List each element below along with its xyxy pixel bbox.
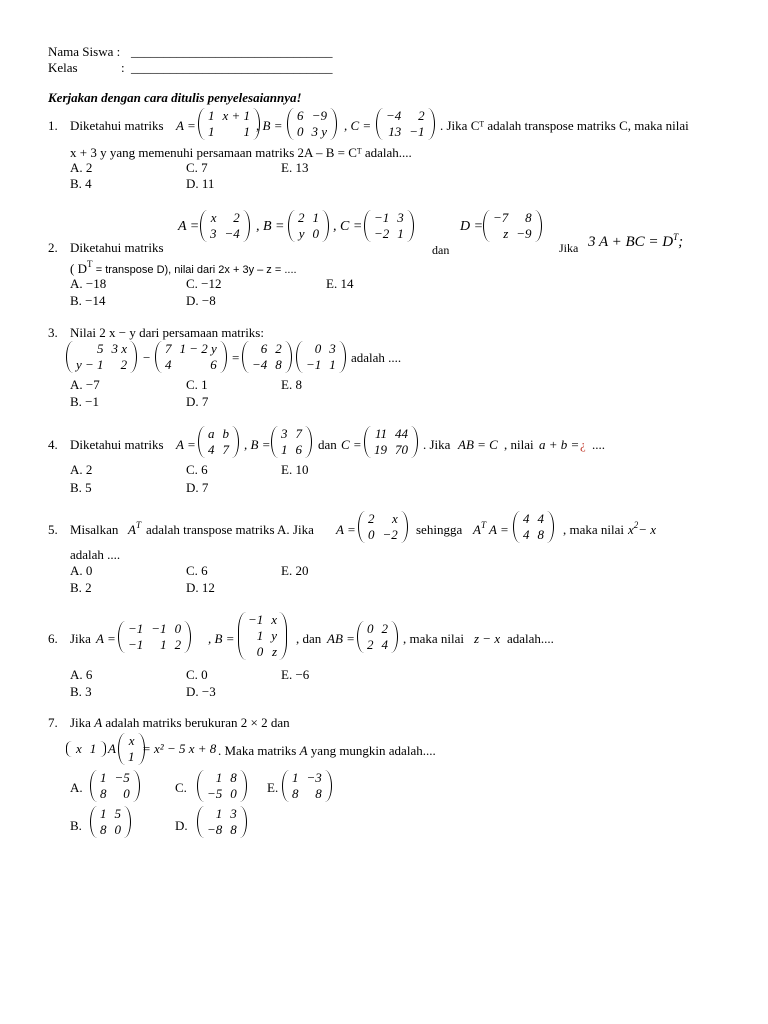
q4-intro: Diketahui matriks (70, 437, 164, 452)
matrix-cell: 1 (128, 749, 135, 764)
q3-number: 3. (48, 325, 58, 340)
matrix-cell: 1 (215, 806, 223, 821)
q3-option-d[interactable]: D. 7 (186, 394, 209, 409)
matrix-cell: 0 (256, 644, 264, 659)
left-paren (364, 210, 373, 242)
matrix-cell: 8 (275, 357, 282, 372)
matrix-cell: 1 (281, 442, 288, 457)
q4-equation: AB = C (458, 437, 498, 452)
left-paren (357, 621, 366, 653)
matrix-cell: 0 (367, 621, 374, 636)
q4-dan: dan (318, 437, 337, 452)
matrix-cell: −1 (374, 210, 390, 225)
kelas-colon: : (121, 60, 125, 75)
q5-option-a[interactable]: A. 0 (70, 563, 93, 578)
matrix-cell: 8 (537, 527, 544, 542)
matrix-cell: 1 (100, 806, 107, 821)
matrix-cell: 0 (123, 786, 130, 801)
q5-matrix-a (358, 511, 408, 543)
matrix-cell: 0 (368, 527, 375, 542)
matrix-cell: 1 (160, 637, 167, 652)
q5-intro-pre: Misalkan (70, 522, 119, 537)
matrix-cell: −1 (128, 637, 144, 652)
q4-matrix-c (364, 426, 418, 458)
q5-sehingga: sehingga (416, 522, 463, 537)
matrix-cell: 5 (97, 341, 104, 356)
q3-intro: Nilai 2 x − y dari persamaan matriks: (70, 325, 264, 340)
matrix-cell: −4 (252, 357, 268, 372)
matrix-cell: −7 (493, 210, 509, 225)
matrix-cell: 7 (222, 442, 229, 457)
matrix-cell: 0 (312, 226, 319, 241)
q2-option-b[interactable]: B. −14 (70, 293, 106, 308)
q1-intro: Diketahui matriks (70, 118, 164, 133)
q2-d-label: D = (460, 219, 484, 234)
q5-tail: , maka nilai (563, 522, 625, 537)
q3-equals: = (232, 350, 240, 365)
q7-option-a-label[interactable]: A. (70, 780, 83, 795)
q4-option-e[interactable]: E. 10 (281, 462, 309, 477)
q3-option-b[interactable]: B. −1 (70, 394, 100, 409)
q2-line2: ( $D^T$ = transpose D), nilai dari 2x + 3y – z = .... (70, 259, 297, 276)
left-paren (271, 426, 280, 458)
matrix-cell: 1 (397, 226, 404, 241)
matrix-cell: 7 (295, 426, 302, 441)
matrix-cell: 2 (174, 637, 182, 652)
matrix-cell: −4 (386, 108, 402, 123)
matrix-cell: x (210, 210, 217, 225)
q3-matrix-1 (66, 341, 137, 373)
matrix-cell: x (392, 511, 398, 526)
q2-matrix-d (483, 210, 542, 242)
matrix-cell: 1 (292, 770, 299, 785)
q7-option-e-label[interactable]: E. (267, 780, 279, 795)
q4-number: 4. (48, 437, 58, 452)
matrix-cell: 2 (368, 511, 375, 526)
matrix-cell: 0 (297, 124, 304, 139)
q7-option-b-matrix[interactable] (90, 806, 131, 838)
q7-rhs: = x² − 5 x + 8 (142, 741, 217, 756)
matrix-cell: 8 (525, 210, 532, 225)
q3-option-a[interactable]: A. −7 (70, 377, 100, 392)
matrix-cell: 0 (174, 621, 182, 636)
q2-jika: Jika (559, 241, 579, 255)
matrix-cell: 4 (523, 511, 530, 526)
matrix-cell: 8 (230, 770, 237, 785)
left-paren (198, 108, 207, 140)
q2-matrix-a (200, 210, 250, 242)
matrix-cell: 2 (418, 108, 425, 123)
matrix-cell: 1 (215, 770, 223, 785)
matrix-cell: 4 (537, 511, 544, 526)
q6-option-a[interactable]: A. 6 (70, 667, 93, 682)
q4-option-c[interactable]: C. 6 (186, 462, 208, 477)
matrix-cell: −2 (374, 226, 390, 241)
q5-expr: $x^2- x$ (628, 520, 657, 537)
q5-ata: $A^T$ A = (473, 520, 509, 537)
matrix-cell: y (271, 628, 278, 643)
q4-matrix-b (271, 426, 312, 458)
q4-option-d[interactable]: D. 7 (186, 480, 209, 495)
vector-cell: 1 (89, 741, 97, 756)
matrix-cell: 3 x (111, 341, 128, 356)
q6-option-e[interactable]: E. −6 (281, 667, 310, 682)
left-paren (483, 210, 492, 242)
left-paren (155, 341, 164, 373)
matrix-cell: 1 (312, 210, 319, 225)
matrix-cell: 4 (523, 527, 530, 542)
matrix-cell: 8 (100, 822, 107, 837)
left-paren (364, 426, 373, 458)
left-paren (242, 341, 251, 373)
q5-option-e[interactable]: E. 20 (281, 563, 309, 578)
q4-matrix-a (198, 426, 239, 458)
matrix-cell: 4 (381, 637, 388, 652)
q3-matrix-2 (155, 341, 227, 373)
q6-matrix-b (238, 612, 287, 660)
q6-tail2: adalah.... (507, 631, 554, 646)
matrix-cell: 5 (114, 806, 121, 821)
q7-intro: Jika A adalah matriks berukuran 2 × 2 dan (70, 715, 290, 730)
q1-c-label: , C = (344, 118, 372, 133)
q6-matrix-ab (357, 621, 398, 653)
matrix-cell: 7 (165, 341, 172, 356)
q1-option-a[interactable]: A. 2 (70, 160, 93, 175)
q3-matrix-4 (296, 341, 346, 373)
q1-matrix-b (287, 108, 337, 140)
matrix-cell: −4 (224, 226, 240, 241)
left-paren (200, 210, 209, 242)
q2-option-a[interactable]: A. −18 (70, 276, 107, 291)
matrix-cell: 1 − 2 y (179, 341, 217, 356)
matrix-cell: 1 (243, 124, 251, 139)
matrix-cell: 8 (100, 786, 107, 801)
matrix-cell: 70 (395, 442, 408, 457)
matrix-cell: y − 1 (76, 357, 104, 372)
left-paren (376, 108, 385, 140)
nama-siswa-label: Nama Siswa : (48, 44, 121, 59)
matrix-cell: 2 (381, 621, 388, 636)
matrix-cell: 2 (367, 637, 374, 652)
q7-option-d-label[interactable]: D. (175, 818, 188, 833)
matrix-cell: −9 (516, 226, 532, 241)
q2-a-label: A = (178, 219, 200, 234)
matrix-cell: 13 (388, 124, 402, 139)
q5-a-transpose: $A^T$ (128, 520, 141, 537)
q5-matrix-ata (513, 511, 554, 543)
matrix-cell: 2 (298, 210, 305, 225)
q2-matrix-c (364, 210, 414, 242)
q1-line2: x + 3 y yang memenuhi persamaan matriks 2A – B = Cᵀ adalah.... (70, 145, 412, 160)
matrix-cell: 6 (260, 341, 268, 356)
q5-a-label: A = (336, 522, 356, 537)
q7-option-e-matrix[interactable] (282, 770, 332, 802)
q3-tail: adalah .... (351, 350, 402, 365)
q4-dots: .... (592, 437, 605, 452)
matrix-cell: 3 (329, 341, 336, 356)
q2-number: 2. (48, 240, 58, 255)
q5-intro-post: adalah transpose matriks A. Jika (146, 522, 314, 537)
q2-b-label: , B = (256, 219, 285, 234)
matrix-cell: 1 (208, 124, 215, 139)
left-paren (90, 770, 99, 802)
left-paren (513, 511, 522, 543)
q4-option-b[interactable]: B. 5 (70, 480, 92, 495)
matrix-cell: b (222, 426, 229, 441)
q6-ab-label: AB = (327, 631, 355, 646)
q1-option-c[interactable]: C. 7 (186, 160, 208, 175)
matrix-cell: 1 (208, 108, 215, 123)
kelas-label: Kelas (48, 60, 78, 75)
matrix-cell: 19 (374, 442, 387, 457)
q7-option-a-matrix[interactable] (90, 770, 140, 802)
left-paren (90, 806, 99, 838)
q6-option-b[interactable]: B. 3 (70, 684, 92, 699)
q4-expr: a + b = (539, 437, 580, 452)
matrix-cell: x (128, 733, 135, 748)
left-paren (66, 341, 75, 373)
q2-intro: Diketahui matriks (70, 240, 164, 255)
q1-a-label: A = (176, 118, 196, 133)
matrix-cell: 0 (230, 786, 237, 801)
matrix-cell: x (271, 612, 278, 627)
q3-option-c[interactable]: C. 1 (186, 377, 208, 392)
q2-dan: dan (432, 243, 450, 257)
instruction: Kerjakan dengan cara ditulis penyelesaiannya! (48, 90, 302, 105)
q7-option-b-label[interactable]: B. (70, 818, 82, 833)
left-paren (197, 806, 206, 838)
left-paren (282, 770, 291, 802)
matrix-cell: 4 (165, 357, 172, 372)
matrix-cell: −5 (114, 770, 130, 785)
matrix-cell: 4 (208, 442, 215, 457)
left-paren (118, 733, 127, 765)
q1-matrix-a (198, 108, 260, 140)
q4-tail2: , nilai (504, 437, 534, 452)
matrix-cell: 3 (230, 806, 237, 821)
matrix-cell: 2 (275, 341, 282, 356)
matrix-cell: −5 (207, 786, 223, 801)
matrix-cell: −9 (311, 108, 328, 123)
matrix-cell: −2 (382, 527, 398, 542)
q4-a-label: A = (176, 437, 196, 452)
q6-option-c[interactable]: C. 0 (186, 667, 208, 682)
q1-option-d[interactable]: D. 11 (186, 176, 215, 191)
matrix-cell: 1 (256, 628, 264, 643)
matrix-cell: −3 (306, 770, 322, 785)
matrix-cell: y (298, 226, 305, 241)
q3-matrix-3 (242, 341, 292, 373)
q6-expr: z − x (474, 631, 501, 646)
left-paren (238, 612, 247, 660)
matrix-cell: 1 (329, 357, 336, 372)
q6-a-label: A = (96, 631, 116, 646)
q7-option-c-label[interactable]: C. (175, 780, 187, 795)
left-paren (198, 426, 207, 458)
left-paren (296, 341, 305, 373)
kelas-blank[interactable]: _______________________________ (131, 60, 333, 75)
q6-b-label: , B = (208, 631, 235, 646)
q5-option-b[interactable]: B. 2 (70, 580, 92, 595)
q7-a-symbol: A (108, 741, 116, 756)
matrix-cell: x + 1 (222, 108, 251, 123)
matrix-cell: 6 (297, 108, 304, 123)
q2-matrix-b (288, 210, 329, 242)
q3-option-e[interactable]: E. 8 (281, 377, 302, 392)
matrix-cell: −8 (207, 822, 223, 837)
q1-number: 1. (48, 118, 58, 133)
matrix-cell: −1 (151, 621, 167, 636)
q4-tail1: . Jika (423, 437, 451, 452)
matrix-cell: 44 (395, 426, 408, 441)
left-paren (288, 210, 297, 242)
nama-siswa-blank[interactable]: _______________________________ (131, 44, 333, 59)
left-paren (287, 108, 296, 140)
left-paren (66, 741, 75, 757)
q4-b-label: , B = (244, 437, 271, 452)
matrix-cell: 0 (314, 341, 322, 356)
matrix-cell: 3 (397, 210, 404, 225)
q5-line2: adalah .... (70, 547, 121, 562)
q6-option-d[interactable]: D. −3 (186, 684, 216, 699)
q7-option-d-matrix[interactable] (197, 806, 247, 838)
q1-option-e[interactable]: E. 13 (281, 160, 309, 175)
matrix-cell: 8 (292, 786, 299, 801)
q4-option-a[interactable]: A. 2 (70, 462, 93, 477)
q1-tail: . Jika Cᵀ adalah transpose matriks C, maka nilai (440, 118, 689, 133)
matrix-cell: −1 (248, 612, 264, 627)
q2-option-e[interactable]: E. 14 (326, 276, 354, 291)
vector-cell: x (76, 741, 82, 756)
q5-option-d[interactable]: D. 12 (186, 580, 215, 595)
matrix-cell: z (272, 644, 278, 659)
q7-row-vector (66, 741, 106, 757)
q1-b-label: , B = (256, 118, 283, 133)
left-paren (358, 511, 367, 543)
q6-tail: , maka nilai (403, 631, 465, 646)
matrix-cell: −1 (409, 124, 425, 139)
q6-mid: , dan (296, 631, 322, 646)
q7-number: 7. (48, 715, 58, 730)
matrix-cell: 11 (374, 426, 387, 441)
matrix-cell: 6 (295, 442, 302, 457)
matrix-cell: 8 (315, 786, 322, 801)
left-paren (197, 770, 206, 802)
q6-number: 6. (48, 631, 58, 646)
q5-number: 5. (48, 522, 58, 537)
matrix-cell: 2 (120, 357, 128, 372)
matrix-cell: 3 (210, 226, 217, 241)
q6-intro: Jika (70, 631, 91, 646)
q2-option-c[interactable]: C. −12 (186, 276, 222, 291)
q2-equation: 3 A + BC = $D^T$; (588, 232, 684, 250)
q7-tail: . Maka matriks A yang mungkin adalah.... (218, 743, 436, 758)
q7-col-vector (118, 733, 145, 765)
matrix-cell: 3 y (311, 124, 328, 139)
matrix-cell: −1 (306, 357, 322, 372)
matrix-cell: 8 (230, 822, 237, 837)
q2-option-d[interactable]: D. −8 (186, 293, 216, 308)
matrix-cell: 6 (210, 357, 217, 372)
q3-minus: − (143, 350, 151, 365)
left-paren (118, 621, 127, 653)
matrix-cell: 2 (233, 210, 240, 225)
q5-option-c[interactable]: C. 6 (186, 563, 208, 578)
q1-matrix-c (376, 108, 435, 140)
q6-matrix-a (118, 621, 191, 653)
q1-option-b[interactable]: B. 4 (70, 176, 92, 191)
matrix-cell: a (208, 426, 215, 441)
matrix-cell: z (503, 226, 509, 241)
matrix-cell: −1 (128, 621, 144, 636)
q7-option-c-matrix[interactable] (197, 770, 247, 802)
matrix-cell: 1 (100, 770, 107, 785)
matrix-cell: 0 (114, 822, 121, 837)
q2-c-label: , C = (333, 219, 363, 234)
q4-c-label: C = (341, 437, 362, 452)
q4-question-mark: ¿ (580, 437, 586, 452)
matrix-cell: 3 (281, 426, 288, 441)
